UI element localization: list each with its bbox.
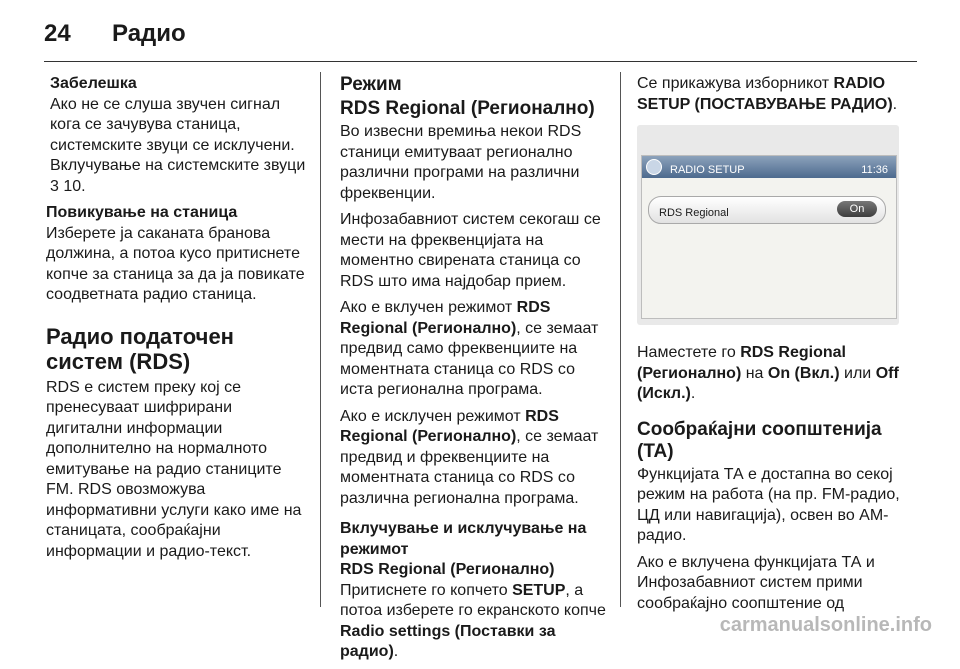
paragraph: Функцијата ТА е достапна во секој режим на работа (на пр. FM-радио, ЦД или навигација), освен во АМ-радио. <box>637 465 900 544</box>
radio-setup-screenshot <box>637 125 899 325</box>
paragraph: Притиснете го копчето SETUP, а потоа изберете го екранското копче Radio settings (Поставки за радио). <box>340 581 606 660</box>
paragraph: Инфозабавниот систем секогаш се мести на фреквенцијата на моментно свирената станица со RDS што има најдобар прием. <box>340 211 601 290</box>
column-1 <box>46 74 308 568</box>
rds-heading: Радио податочен систем (RDS) <box>46 323 234 374</box>
rds-text: RDS е систем преку кој се пренесуваат шифрирани дигитални информации дополнително на нормалното емитување на радио станиците FM. RDS овозможува информативни услуги како име на станицата, сообраќајни информации и радио-текст. <box>46 378 302 560</box>
calling-heading: Повикување на станица <box>46 204 238 221</box>
paragraph: Во извесни времиња некои RDS станици емитуваат регионално различни програми на различни фреквенции. <box>340 123 582 202</box>
toggle-heading: Вклучување и исклучување на режимот <box>340 520 587 558</box>
header-rule <box>44 61 917 62</box>
column-3 <box>637 74 905 620</box>
regional-heading: RDS Regional (Регионално) <box>340 98 595 119</box>
rds-regional-label: RDS Regional <box>659 207 729 219</box>
screen-title: RADIO SETUP <box>670 164 745 176</box>
mode-heading: Режим <box>340 74 402 95</box>
rds-regional-row <box>648 196 886 224</box>
page-title: Радио <box>112 20 186 47</box>
paragraph: Ако е вклучен режимот RDS Regional (Регионално), се земаат предвид само фреквенциите на моментната станица со RDS со иста регионална програма. <box>340 299 599 398</box>
page-number: 24 <box>44 20 71 47</box>
column-divider <box>320 72 321 607</box>
note-text: Ако не се слуша звучен сигнал кога се зачувува станица, системските звуци се исклучени. Вклучување на системските звуци 3 10. <box>50 95 306 195</box>
column-divider <box>620 72 621 607</box>
paragraph: Ако е вклучена функцијата ТА и Инфозабавниот систем прими сообраќајно соопштение од <box>637 553 875 612</box>
note-box <box>50 74 308 197</box>
column-2 <box>340 74 606 669</box>
calling-text: Изберете ја саканата бранова должина, а потоа кусо притиснете копче за станица за да ја повикате соодветната радио станица. <box>46 224 305 303</box>
toggle-heading: RDS Regional (Регионално) <box>340 561 555 578</box>
paragraph: Се прикажува изборникот RADIO SETUP (ПОСТАВУВАЊЕ РАДИО). <box>637 75 898 113</box>
watermark: carmanualsonline.info <box>719 614 932 636</box>
radio-icon <box>646 159 662 175</box>
ta-heading: Сообраќајни соопштенија (TA) <box>637 418 882 462</box>
page-ref[interactable]: 3 10. <box>50 177 86 195</box>
screen-title-bar <box>642 156 896 178</box>
note-title: Забелешка <box>50 75 137 92</box>
paragraph: Наместете го RDS Regional (Регионално) на On (Вкл.) или Off (Искл.). <box>637 344 899 402</box>
rds-regional-toggle: On <box>837 201 877 217</box>
screen <box>641 155 897 319</box>
screen-clock: 11:36 <box>861 164 888 176</box>
paragraph: Ако е исклучен режимот RDS Regional (Регионално), се земаат предвид и фреквенциите на моментната станица со RDS со различна регионална програма. <box>340 407 599 507</box>
